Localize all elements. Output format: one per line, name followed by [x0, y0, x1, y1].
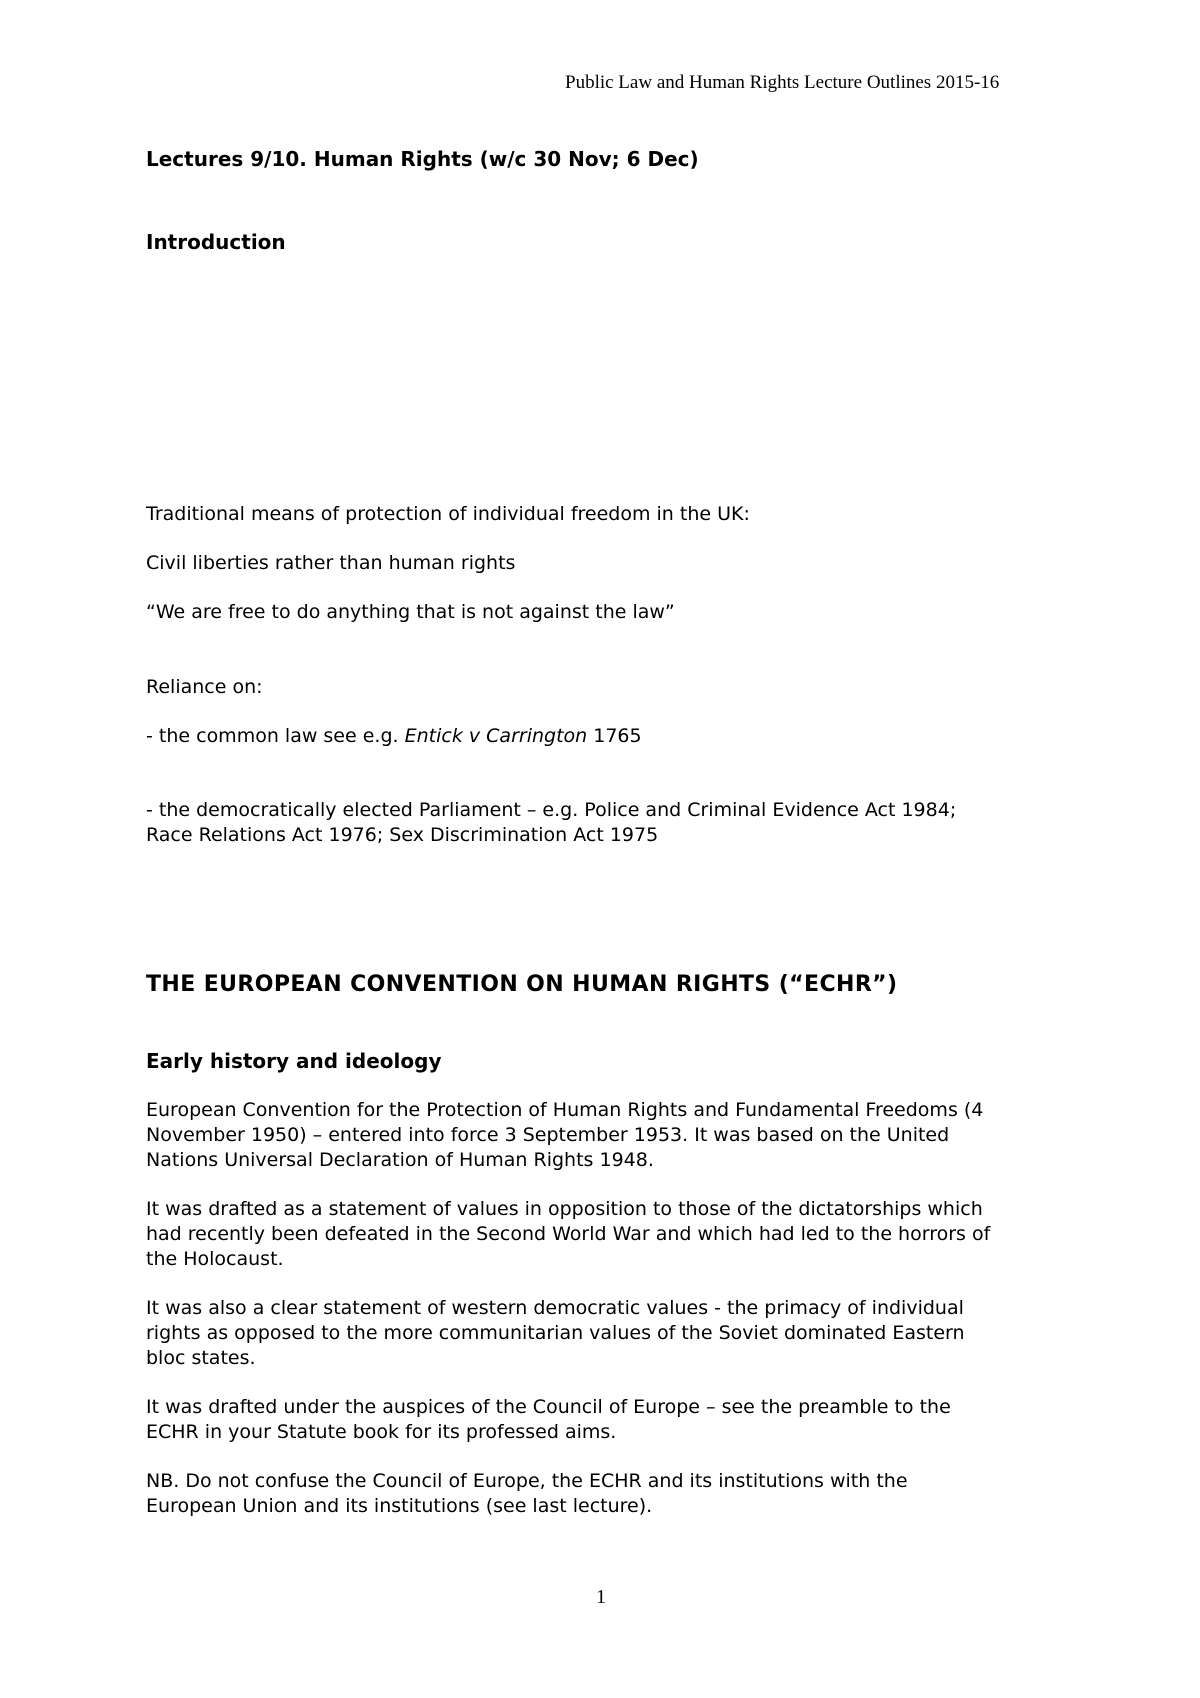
common-law-prefix: - the common law see e.g. — [146, 725, 405, 747]
freedom-quote: “We are free to do anything that is not against the law” — [146, 601, 675, 623]
paragraph-line: It was drafted as a statement of values in opposition to those of the dictatorships which — [146, 1198, 983, 1220]
echr-paragraph-3 — [146, 1296, 1066, 1371]
common-law-year: 1765 — [587, 725, 642, 747]
parliament-line-1: - the democratically elected Parliament – e.g. Police and Criminal Evidence Act 1984; — [146, 799, 957, 821]
paragraph-line: November 1950) – entered into force 3 September 1953. It was based on the United — [146, 1124, 950, 1146]
early-history-heading: Early history and ideology — [146, 1049, 442, 1073]
introduction-heading: Introduction — [146, 230, 286, 254]
page-number: 1 — [596, 1586, 606, 1608]
paragraph-line: rights as opposed to the more communitarian values of the Soviet dominated Eastern — [146, 1322, 965, 1344]
parliament-line-2: Race Relations Act 1976; Sex Discrimination Act 1975 — [146, 824, 659, 846]
case-name-entick: Entick v Carrington — [404, 725, 588, 747]
paragraph-line: Nations Universal Declaration of Human Rights 1948. — [146, 1149, 654, 1171]
paragraph-line: ECHR in your Statute book for its professed aims. — [146, 1421, 617, 1443]
common-law-line — [146, 724, 642, 749]
paragraph-line: European Convention for the Protection of Human Rights and Fundamental Freedoms (4 — [146, 1099, 984, 1121]
echr-paragraph-4 — [146, 1395, 1066, 1445]
paragraph-line: had recently been defeated in the Second World War and which had led to the horrors of — [146, 1223, 991, 1245]
echr-paragraph-1 — [146, 1098, 1066, 1173]
civil-liberties-text: Civil liberties rather than human rights — [146, 552, 516, 574]
reliance-on-text: Reliance on: — [146, 676, 263, 698]
paragraph-line: European Union and its institutions (see last lecture). — [146, 1495, 653, 1517]
paragraph-line: bloc states. — [146, 1347, 256, 1369]
paragraph-line: NB. Do not confuse the Council of Europe, the ECHR and its institutions with the — [146, 1470, 908, 1492]
echr-heading: THE EUROPEAN CONVENTION ON HUMAN RIGHTS (“ECHR”) — [146, 972, 898, 997]
running-header: Public Law and Human Rights Lecture Outlines 2015-16 — [565, 72, 1000, 93]
paragraph-line: the Holocaust. — [146, 1248, 284, 1270]
echr-paragraph-2 — [146, 1197, 1066, 1272]
lecture-title: Lectures 9/10. Human Rights (w/c 30 Nov; 6 Dec) — [146, 147, 699, 171]
paragraph-line: It was drafted under the auspices of the Council of Europe – see the preamble to the — [146, 1396, 951, 1418]
paragraph-line: It was also a clear statement of western democratic values - the primacy of individual — [146, 1297, 964, 1319]
traditional-means-text: Traditional means of protection of individual freedom in the UK: — [146, 503, 750, 525]
echr-paragraph-5 — [146, 1469, 1066, 1519]
